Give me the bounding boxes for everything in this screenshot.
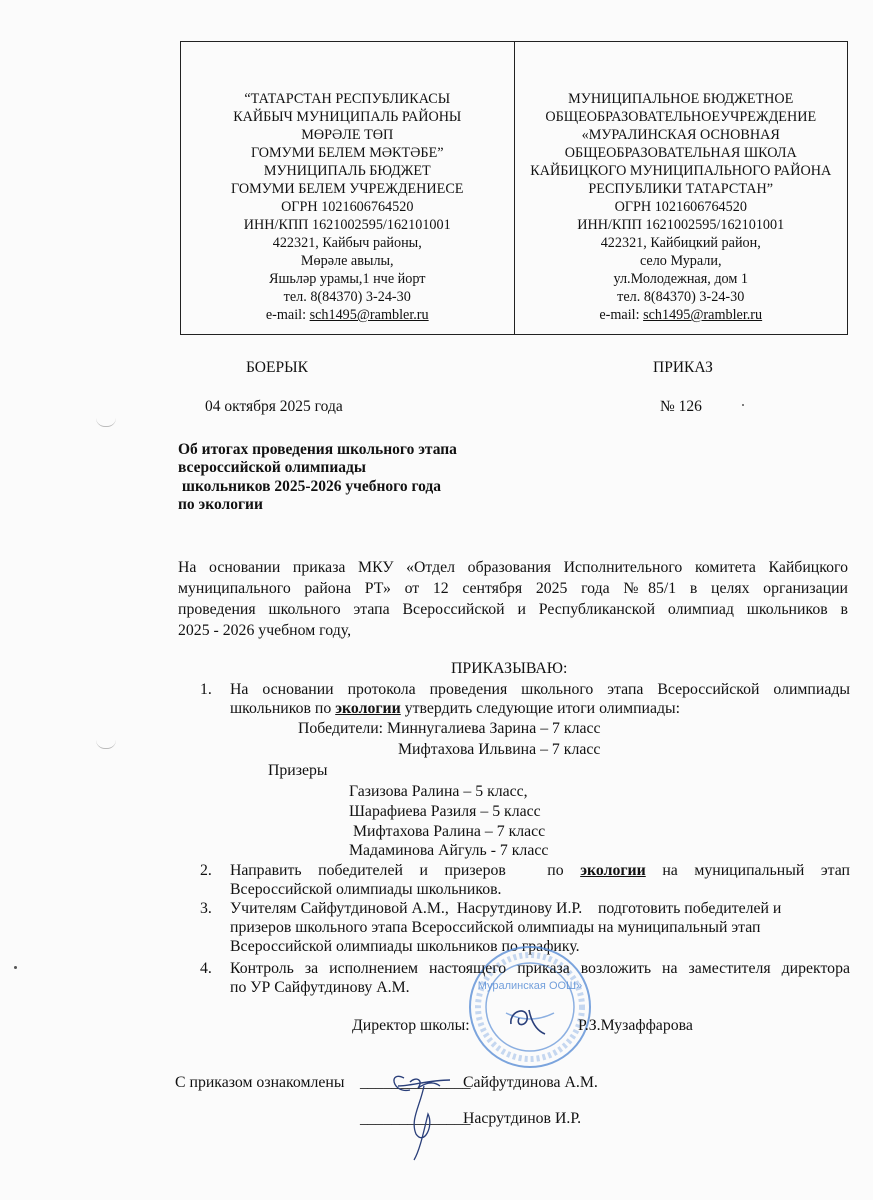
director-label: Директор школы: [352,1017,470,1034]
header-line: РЕСПУБЛИКИ ТАТАРСТАН” [588,181,774,197]
ack-blank: ______________ [360,1074,471,1091]
scan-mark [96,418,116,427]
header-line: ул.Молодежная, дом 1 [613,271,749,287]
title-line: всероссийской олимпиады [178,459,366,477]
item-line [230,861,850,880]
header-line: МУНИЦИПАЛЬ БЮДЖЕТ [263,163,431,179]
scan-dot [742,404,744,406]
email-link[interactable]: sch1495@rambler.ru [643,307,763,323]
order-item-2 [200,861,850,901]
prizers-label: Призеры [268,762,328,779]
item-line: Всероссийской олимпиады школьников. [230,881,502,898]
header-line: село Мурали, [639,253,722,269]
doc-type-russian: ПРИКАЗ [653,359,713,376]
doc-type-tatar: БОЕРЫК [246,359,308,376]
header-email-line [181,306,514,324]
header-line: ИНН/КПП 1621002595/162101001 [577,217,785,233]
item-text: Направить победителей и призеров по [230,862,581,879]
header-line: 422321, Кайбыч районы, [272,235,422,251]
order-item-4 [200,959,850,999]
item-number: 4. [200,960,212,977]
header-line: КАЙБИЦКОГО МУНИЦИПАЛЬНОГО РАЙОНА [530,163,832,179]
title-line: по экологии [178,496,263,514]
item-text: школьников по [230,700,336,717]
winners-line: Победители: Миннугалиева Зарина – 7 класс [298,720,601,737]
header-line: «МУРАЛИНСКАЯ ОСНОВНАЯ [581,127,780,143]
order-item-1 [200,680,850,720]
header-line: МӨРӘЛЕ ТӨП [301,127,394,143]
header-right-russian [514,42,848,334]
header-line: ОГРН 1021606764520 [281,199,414,215]
doc-number: № 126 [660,398,702,415]
title-line: Об итогах проведения школьного этапа [178,441,457,458]
order-word: ПРИКАЗЫВАЮ: [451,660,568,677]
paragraph-line: муниципального района РТ» от 12 сентября 2025 года №85/1 в целях организации [178,580,848,597]
header-line: тел. 8(84370) 3-24-30 [283,289,411,305]
header-line: “ТАТАРСТАН РЕСПУБЛИКАСЫ [244,91,451,107]
subject-highlight: экологии [580,862,646,879]
header-line: МУНИЦИПАЛЬНОЕ БЮДЖЕТНОЕ [568,91,794,107]
prizer-line: Мифтахова Ралина – 7 класс [349,823,546,840]
scan-dot [14,966,17,969]
item-number: 1. [200,681,212,698]
ack-name: Сайфутдинова А.М. [463,1074,598,1091]
ack-blank: ______________ [360,1110,471,1127]
header-table [180,41,848,335]
header-line: 422321, Кайбицкий район, [600,235,761,251]
item-text: на муниципальный этап [645,862,850,879]
basis-paragraph [178,557,848,641]
header-line: ОГРН 1021606764520 [614,199,747,215]
doc-date: 04 октября 2025 года [205,398,343,415]
header-email-line [515,306,848,324]
header-line: ИНН/КПП 1621002595/162101001 [243,217,451,233]
item-text: утвердить следующие итоги олимпиады: [400,700,681,717]
item-line: На основании протокола проведения школьного этапа Всероссийской олимпиады [230,681,850,698]
item-number: 3. [200,900,212,917]
item-line [230,699,850,718]
doc-title [178,441,457,515]
header-line: ГОМУМИ БЕЛЕМ МӘКТӘБЕ” [250,145,444,161]
header-line: тел. 8(84370) 3-24-30 [617,289,745,305]
ack-label: С приказом ознакомлены [175,1074,345,1091]
header-line: ОБЩЕОБРАЗОВАТЕЛЬНАЯ ШКОЛА [564,145,797,161]
header-line: КАЙБЫЧ МУНИЦИПАЛЬ РАЙОНЫ [233,109,462,125]
winner-line: Мифтахова Ильвина – 7 класс [398,741,601,758]
item-line: Учителям Сайфутдиновой А.М., Насрутдинову И.Р. подготовить победителей и [230,900,782,917]
header-line: Яшьләр урамы,1 нче йорт [269,271,426,287]
email-label: e-mail: [265,307,310,323]
staff-signatures [380,1050,460,1170]
header-line: Мөрәле авылы, [300,253,394,269]
item-line: Всероссийской олимпиады школьников по графику. [230,938,580,955]
prizer-line: Шарафиева Разиля – 5 класс [349,803,541,820]
paragraph-line: На основании приказа МКУ «Отдел образования Исполнительного комитета Кайбицкого [178,559,848,576]
item-line: призеров школьного этапа Всероссийской олимпиады на муниципальный этап [230,919,761,936]
header-left-tatar [181,42,514,334]
ack-name: Насрутдинов И.Р. [463,1110,582,1127]
scan-mark [96,740,116,749]
paragraph-line: 2025 - 2026 учебном году, [178,622,352,639]
item-line: по УР Сайфутдинову А.М. [230,979,410,996]
item-number: 2. [200,862,212,879]
paragraph-line: проведения школьного этапа Всероссийской и Республиканской олимпиад школьников в [178,601,848,618]
prizer-line: Мадаминова Айгуль - 7 класс [349,842,549,859]
director-name: Р.З.Музаффарова [578,1017,693,1034]
title-line: школьников 2025-2026 учебного года [178,477,441,495]
header-line: ОБЩЕОБРАЗОВАТЕЛЬНОЕУЧРЕЖДЕНИЕ [545,109,817,125]
director-signature [505,1004,553,1038]
prizer-line: Газизова Ралина – 5 класс, [349,783,528,800]
stamp-text: Муралинская ООШ» [477,980,583,992]
header-line: ГОМУМИ БЕЛЕМ УЧРЕЖДЕНИЕСЕ [231,181,464,197]
subject-highlight: экологии [335,700,401,717]
email-link[interactable]: sch1495@rambler.ru [309,307,429,323]
email-label: e-mail: [599,307,644,323]
item-line: Контроль за исполнением настоящего приказа возложить на заместителя директора [230,960,850,977]
